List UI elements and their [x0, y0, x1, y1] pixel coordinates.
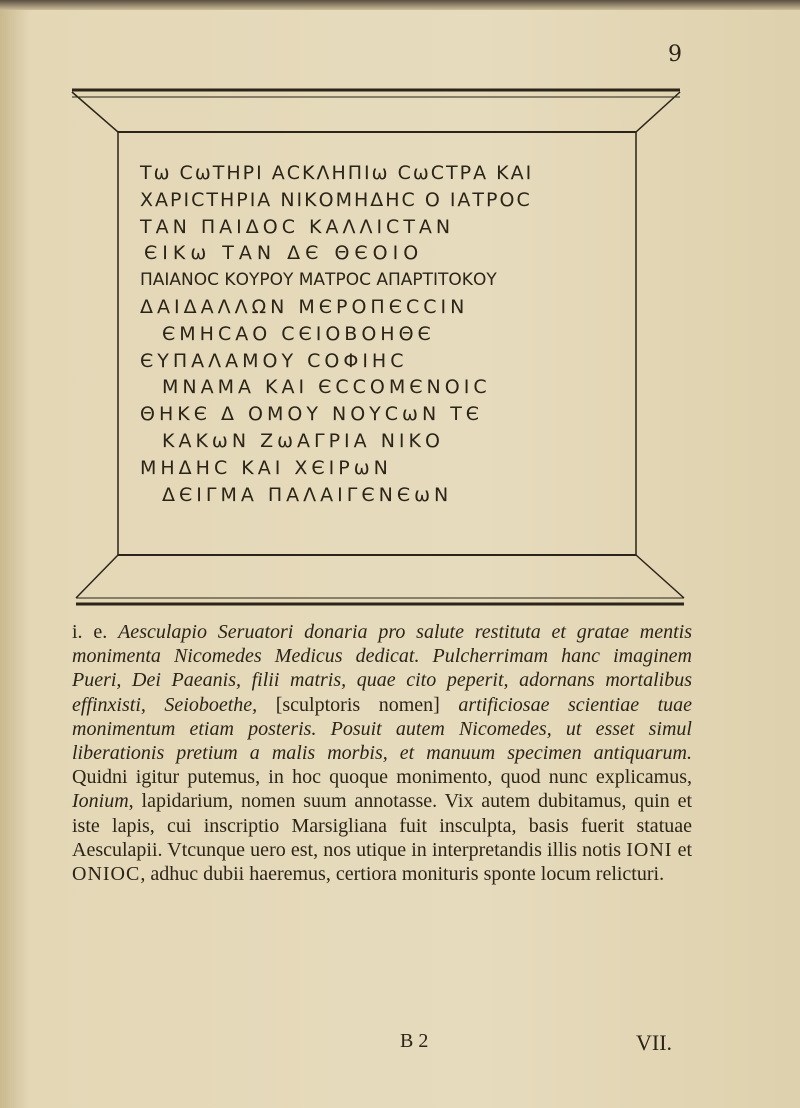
- inscription-line: ЄΥΠΑΛΑΜΟΥ CΟΦΙΗC: [140, 349, 408, 372]
- latin-translation-cont: artificiosae scientiae tuae monimentum etiam posteris. Posuit autem Nicomedes, ut esset simul liberationis pretium a malis morbis, et manuum specimen antiquarum.: [72, 693, 693, 765]
- inscription-line: Τω CωΤΗΡΙ ΑCΚΛΗΠΙω CωCΤΡΑ ΚΑΙ: [140, 162, 534, 184]
- body-text: [72, 620, 692, 886]
- commentary-text: Quidni igitur putemus, in hoc quoque monimento, quod nunc explicamus,: [72, 766, 692, 789]
- inscription-line: ΜΝΑΜΑ ΚΑΙ ЄCCΟΜЄΝΟΙC: [162, 376, 491, 399]
- page-number: 9: [668, 42, 682, 67]
- inscription-line: ΔΑΙΔΑΛΛΩΝ ΜЄΡΟΠЄCCΙΝ: [140, 295, 469, 318]
- inscription-line: ΘΗΚЄ Δ ΟΜΟΥ ΝΟΥCωΝ ΤЄ: [140, 403, 484, 426]
- catchword: VII.: [636, 1030, 673, 1055]
- greek-note: ΟΝΙΟC: [72, 863, 141, 886]
- sculptor-note: [sculptoris nomen]: [275, 693, 440, 716]
- commentary-text: , adhuc dubii haeremus, certiora monituris sponte locum relicturi.: [140, 863, 665, 886]
- inscription-line: ΔЄΙΓΜΑ ΠΑΛΑΙΓЄΝЄωΝ: [162, 483, 453, 506]
- ionium-word: Ionium: [72, 790, 129, 813]
- inscription-line: ЄΜΗCΑΟ CЄΙΟΒΟΗΘЄ: [162, 322, 435, 345]
- signature-mark: B 2: [400, 1030, 429, 1052]
- inscription-line: ΤΑΝ ΠΑΙΔΟC ΚΑΛΛΙCΤΑΝ: [140, 215, 455, 238]
- latin-translation: Aesculapio Seruatori donaria pro salute restituta et gratae mentis monimenta Nicomedes Medicus dedicat. Pulcherrimam hanc imaginem Pueri, Dei Paeanis, filii matris, quae cito peperit, adornans mortalibus effinxisti, Seioboethe,: [72, 621, 693, 716]
- commentary-text: , lapidarium, nomen suum annotasse. Vix autem dubitamus, quin et iste lapis, cui inscriptio Marsigliana fuit insculpta, basis fuerit statuae Aesculapii. Vtcunque uero est, nos utique in interpretandis illis notis: [72, 790, 692, 861]
- inscription-line: ΚΑΚωΝ ΖωΑΓΡΙΑ ΝΙΚΟ: [162, 429, 444, 452]
- inscription-line: ΧΑΡΙCΤΗΡΙΑ ΝΙΚΟΜΗΔΗC Ο ΙΑΤΡΟC: [140, 188, 532, 211]
- inscription-line: ΠΑΙΑΝΟC ΚΟΥΡΟΥ ΜΑΤΡΟC ΑΠΑΡΤΙΤΟΚΟΥ: [140, 270, 497, 291]
- ie-abbrev: i. e.: [72, 621, 108, 643]
- commentary-text: et: [677, 838, 693, 861]
- greek-inscription: [140, 160, 640, 508]
- greek-note: ΙΟΝΙ: [626, 838, 673, 861]
- inscription-line: ΜΗΔΗC ΚΑΙ ΧЄΙΡωΝ: [140, 456, 392, 479]
- inscription-line: ЄΙΚω ΤΑΝ ΔЄ ΘЄΟΙΟ: [144, 242, 424, 265]
